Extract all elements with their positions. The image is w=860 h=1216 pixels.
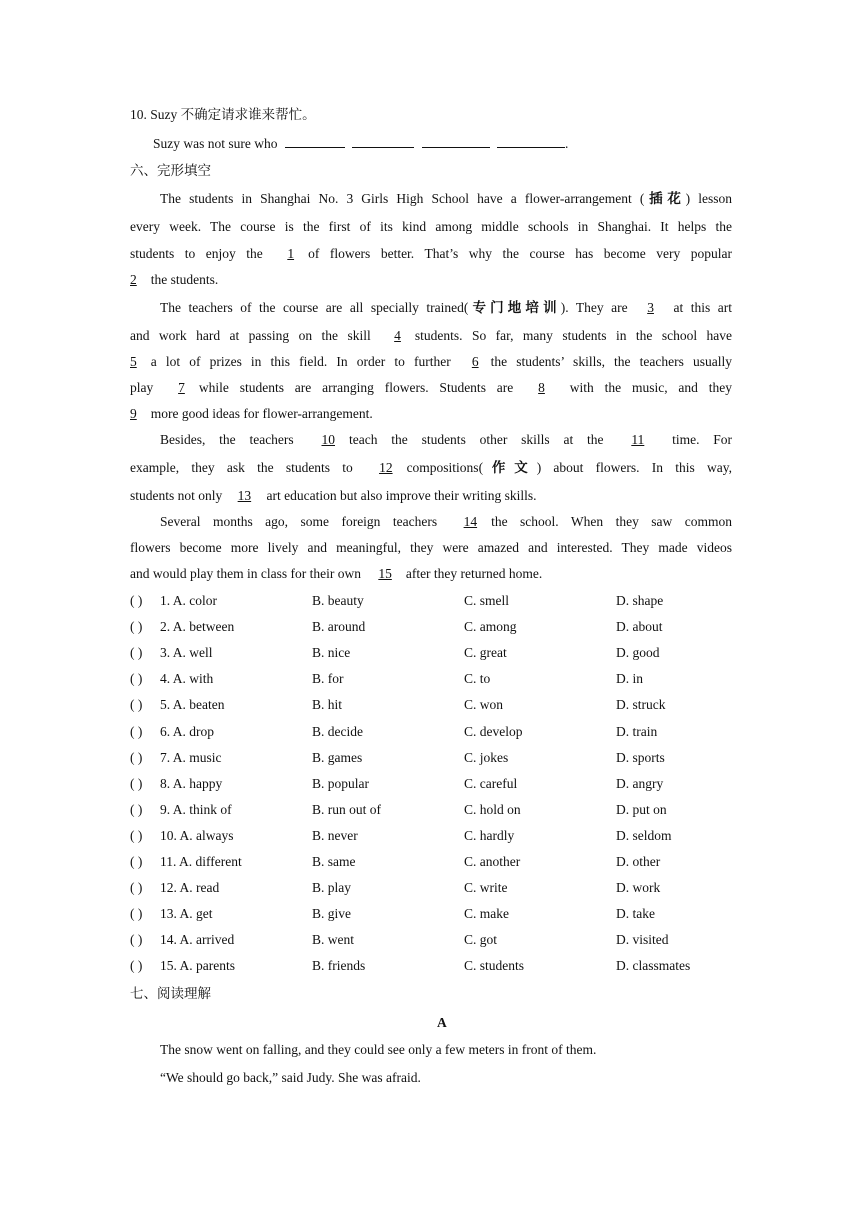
option-d[interactable]: D. sports [616, 749, 665, 765]
option-c[interactable]: C. among [464, 619, 517, 635]
blank-5[interactable]: 5 [130, 354, 137, 369]
option-c[interactable]: C. careful [464, 775, 518, 791]
option-b[interactable]: B. for [312, 671, 344, 687]
passage-line: flowers become more lively and meaningful, they were amazed and interested. They made videos [130, 540, 732, 555]
answer-blank[interactable] [285, 134, 345, 148]
passage-line: Besides, the teachers 10 teach the students other skills at the 11 time. For [160, 432, 733, 447]
option-d[interactable]: D. angry [616, 775, 664, 791]
option-c[interactable]: C. great [464, 645, 507, 661]
option-row [130, 879, 750, 897]
option-d[interactable]: D. about [616, 619, 663, 635]
option-c[interactable]: C. students [464, 958, 525, 974]
passage-line: and would play them in class for their own 15 after they returned home. [130, 566, 543, 581]
option-a[interactable]: 6. A. drop [160, 723, 214, 739]
blank-13[interactable]: 13 [237, 488, 252, 503]
option-b[interactable]: B. popular [312, 775, 369, 791]
answer-paren[interactable]: ( ) [130, 723, 143, 739]
reading-line: The snow went on falling, and they could see only a few meters in front of them. [160, 1042, 597, 1057]
passage-line: students to enjoy the 1 of flowers better. That’s why the course has become very popular [130, 246, 732, 261]
option-a[interactable]: 7. A. music [160, 749, 222, 765]
blank-7[interactable]: 7 [178, 380, 185, 395]
answer-paren[interactable]: ( ) [130, 958, 143, 974]
option-b[interactable]: B. hit [312, 697, 343, 713]
option-b[interactable]: B. play [312, 880, 351, 896]
option-row [130, 853, 750, 871]
option-d[interactable]: D. other [616, 854, 661, 869]
option-d[interactable]: D. shape [616, 593, 664, 608]
passage-line: 9 more good ideas for flower-arrangement. [130, 406, 373, 421]
option-row [130, 592, 750, 610]
q10-period: . [565, 136, 569, 151]
passage-line: 2 the students. [130, 272, 219, 287]
option-row [130, 931, 750, 949]
blank-11[interactable]: 11 [631, 432, 645, 447]
option-b[interactable]: B. never [312, 827, 358, 843]
option-c[interactable]: C. got [464, 932, 498, 948]
answer-paren[interactable]: ( ) [130, 697, 143, 713]
option-c[interactable]: C. make [464, 906, 509, 922]
option-a[interactable]: 11. A. different [160, 854, 242, 869]
answer-paren[interactable]: ( ) [130, 593, 143, 608]
blank-8[interactable]: 8 [538, 380, 545, 395]
answer-paren[interactable]: ( ) [130, 827, 143, 843]
option-d[interactable]: D. classmates [616, 958, 691, 974]
option-d[interactable]: D. in [616, 671, 643, 687]
option-b[interactable]: B. beauty [312, 593, 364, 608]
option-b[interactable]: B. give [312, 906, 351, 922]
reading-line: “We should go back,” said Judy. She was afraid. [160, 1070, 421, 1085]
answer-paren[interactable]: ( ) [130, 671, 143, 687]
option-c[interactable]: C. jokes [464, 749, 509, 765]
option-b[interactable]: B. friends [312, 958, 366, 974]
passage-line: The students in Shanghai No. 3 Girls High School have a flower-arrangement (插花) lesson [160, 191, 733, 206]
answer-paren[interactable]: ( ) [130, 749, 143, 765]
option-c[interactable]: C. smell [464, 593, 510, 608]
passage-line: example, they ask the students to 12 compositions(作文) about flowers. In this way, [130, 460, 733, 475]
option-d[interactable]: D. seldom [616, 827, 672, 843]
answer-paren[interactable]: ( ) [130, 880, 143, 896]
option-d[interactable]: D. train [616, 723, 658, 739]
blank-6[interactable]: 6 [471, 354, 479, 369]
answer-blank[interactable] [352, 134, 414, 148]
option-a[interactable]: 5. A. beaten [160, 697, 225, 713]
option-a[interactable]: 10. A. always [160, 827, 234, 843]
answer-paren[interactable]: ( ) [130, 906, 143, 922]
q10-prefix: Suzy was not sure who [153, 136, 278, 151]
option-c[interactable]: C. hardly [464, 827, 515, 843]
option-row [130, 749, 750, 767]
option-c[interactable]: C. develop [464, 723, 523, 739]
option-a[interactable]: 2. A. between [160, 619, 235, 635]
option-c[interactable]: C. won [464, 697, 504, 713]
passage-line: every week. The course is the first of its kind among middle schools in Shanghai. It helps the [130, 219, 732, 234]
q10-english [153, 134, 568, 153]
passage-line: students not only 13 art education but also improve their writing skills. [130, 488, 537, 503]
passage-label: A [437, 1015, 447, 1030]
option-row [130, 696, 750, 714]
option-d[interactable]: D. struck [616, 697, 666, 713]
option-a[interactable]: 15. A. parents [160, 958, 235, 974]
option-row [130, 644, 750, 662]
blank-10[interactable]: 10 [321, 432, 335, 447]
option-b[interactable]: B. games [312, 749, 363, 765]
option-c[interactable]: C. another [464, 854, 521, 869]
option-a[interactable]: 9. A. think of [160, 801, 232, 817]
answer-paren[interactable]: ( ) [130, 932, 143, 948]
option-b[interactable]: B. same [312, 854, 356, 869]
option-d[interactable]: D. take [616, 906, 655, 922]
option-a[interactable]: 14. A. arrived [160, 932, 235, 948]
option-a[interactable]: 4. A. with [160, 671, 214, 687]
answer-paren[interactable]: ( ) [130, 801, 143, 817]
option-a[interactable]: 1. A. color [160, 593, 217, 608]
blank-2[interactable]: 2 [130, 272, 137, 287]
blank-9[interactable]: 9 [130, 406, 137, 421]
passage-line: 5 a lot of prizes in this field. In order to further 6 the students’ skills, the teachers usually [130, 354, 732, 369]
option-row [130, 670, 750, 688]
option-row [130, 775, 750, 793]
blank-4[interactable]: 4 [394, 328, 401, 343]
blank-3[interactable]: 3 [647, 300, 654, 315]
passage-line: and work hard at passing on the skill 4 students. So far, many students in the school have [130, 328, 733, 343]
answer-paren[interactable]: ( ) [130, 645, 143, 661]
option-a[interactable]: 8. A. happy [160, 775, 223, 791]
option-d[interactable]: D. work [616, 880, 661, 896]
option-c[interactable]: C. to [464, 671, 491, 687]
option-a[interactable]: 3. A. well [160, 645, 213, 661]
option-row [130, 827, 750, 845]
passage-line: The teachers of the course are all specially trained(专门地培训). They are 3 at this art [160, 300, 733, 315]
section-title-reading: 七、阅读理解 [130, 986, 211, 1001]
answer-paren[interactable]: ( ) [130, 854, 143, 869]
option-b[interactable]: B. decide [312, 723, 363, 739]
passage-line: play 7 while students are arranging flowers. Students are 8 with the music, and they [130, 380, 733, 395]
option-d[interactable]: D. good [616, 645, 660, 661]
passage-line: Several months ago, some foreign teachers 14 the school. When they saw common [160, 514, 732, 529]
option-row [130, 618, 750, 636]
option-d[interactable]: D. visited [616, 932, 669, 948]
option-row [130, 723, 750, 741]
blank-1[interactable]: 1 [287, 246, 295, 261]
option-b[interactable]: B. went [312, 932, 354, 948]
answer-blank[interactable] [422, 134, 490, 148]
option-row [130, 905, 750, 923]
blank-14[interactable]: 14 [463, 514, 478, 529]
option-d[interactable]: D. put on [616, 801, 667, 817]
option-a[interactable]: 13. A. get [160, 906, 213, 922]
option-c[interactable]: C. write [464, 880, 508, 896]
section-title-cloze: 六、完形填空 [130, 163, 211, 178]
option-row [130, 957, 750, 975]
option-a[interactable]: 12. A. read [160, 880, 220, 896]
option-b[interactable]: B. nice [312, 645, 351, 661]
option-row [130, 801, 750, 819]
answer-paren[interactable]: ( ) [130, 775, 143, 791]
blank-15[interactable]: 15 [378, 566, 392, 581]
answer-blank[interactable] [497, 134, 565, 148]
option-b[interactable]: B. run out of [312, 801, 381, 817]
option-c[interactable]: C. hold on [464, 801, 521, 817]
blank-12[interactable]: 12 [379, 460, 393, 475]
answer-paren[interactable]: ( ) [130, 619, 143, 635]
q10-chinese: 10. Suzy 不确定请求谁来帮忙。 [130, 107, 316, 122]
option-b[interactable]: B. around [312, 619, 366, 635]
